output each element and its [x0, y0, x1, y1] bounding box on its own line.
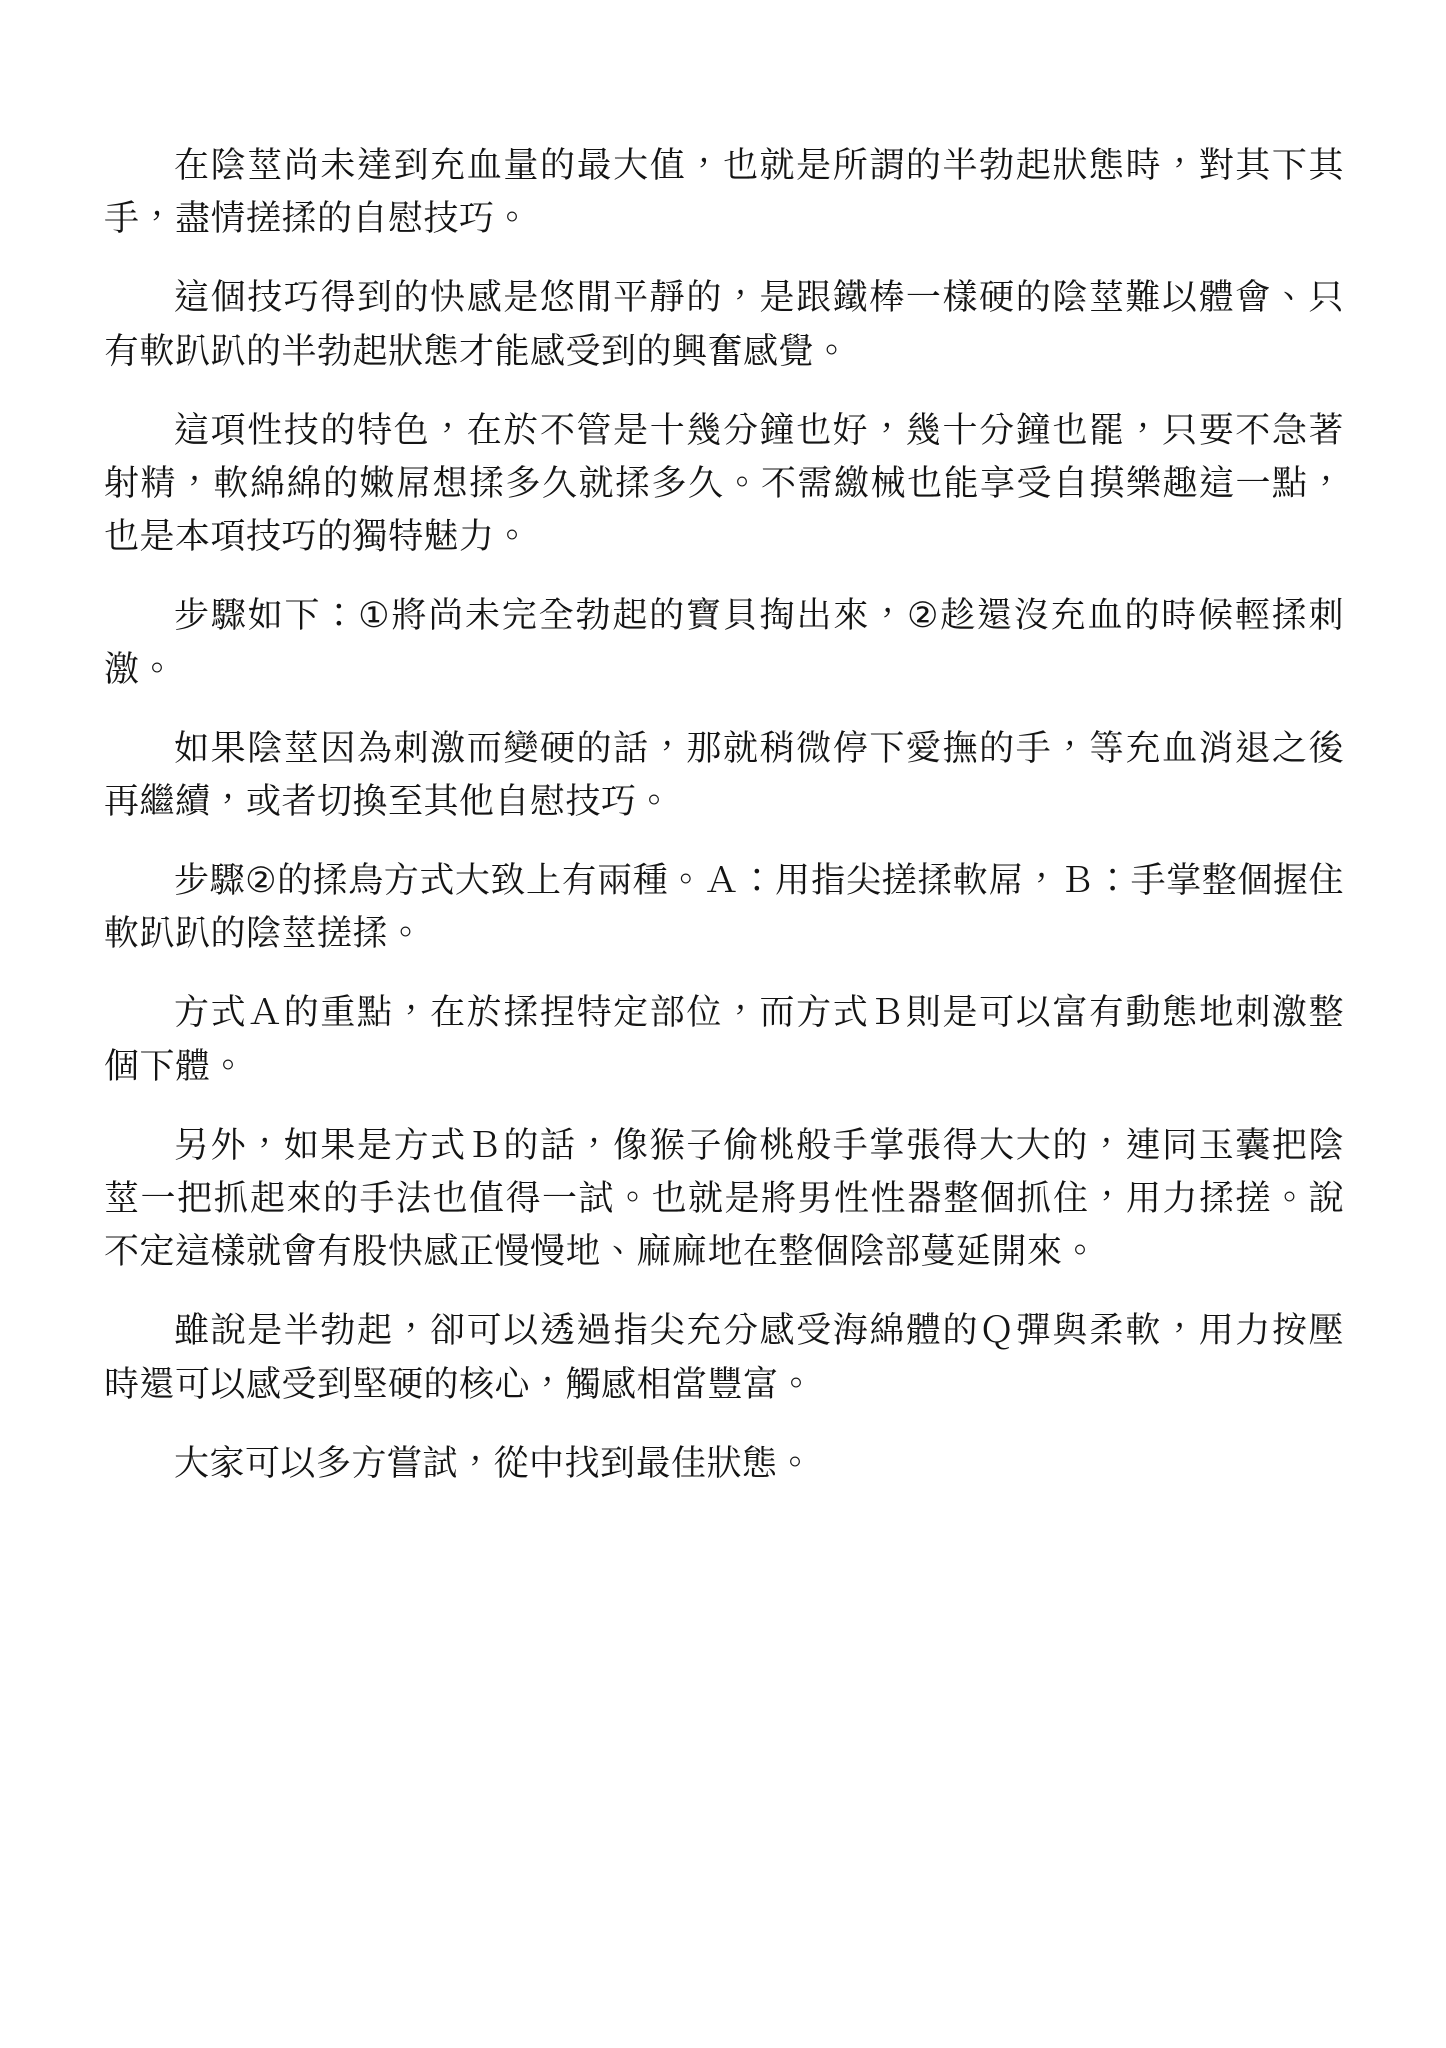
paragraph: 步驟②的揉鳥方式大致上有兩種。Ａ：用指尖搓揉軟屌，Ｂ：手掌整個握住軟趴趴的陰莖搓揉。 [104, 861, 1344, 955]
paragraph: 如果陰莖因為刺激而變硬的話，那就稍微停下愛撫的手，等充血消退之後再繼續，或者切換至其他自慰技巧。 [104, 728, 1344, 822]
document-body [104, 140, 1344, 1491]
paragraph: 方式Ａ的重點，在於揉捏特定部位，而方式Ｂ則是可以富有動態地刺激整個下體。 [104, 993, 1344, 1087]
paragraph: 這個技巧得到的快感是悠閒平靜的，是跟鐵棒一樣硬的陰莖難以體會、只有軟趴趴的半勃起狀態才能感受到的興奮感覺。 [104, 278, 1344, 372]
paragraph: 另外，如果是方式Ｂ的話，像猴子偷桃般手掌張得大大的，連同玉囊把陰莖一把抓起來的手法也值得一試。也就是將男性性器整個抓住，用力揉搓。說不定這樣就會有股快感正慢慢地、麻麻地在整個陰部蔓延開來。 [104, 1125, 1344, 1273]
paragraph: 大家可以多方嘗試，從中找到最佳狀態。 [174, 1443, 814, 1484]
paragraph: 在陰莖尚未達到充血量的最大值，也就是所謂的半勃起狀態時，對其下其手，盡情搓揉的自慰技巧。 [104, 146, 1344, 240]
paragraph: 雖說是半勃起，卻可以透過指尖充分感受海綿體的Ｑ彈與柔軟，用力按壓時還可以感受到堅硬的核心，觸感相當豐富。 [104, 1311, 1344, 1405]
paragraph: 步驟如下：①將尚未完全勃起的寶貝掏出來，②趁還沒充血的時候輕揉刺激。 [104, 596, 1344, 690]
paragraph: 這項性技的特色，在於不管是十幾分鐘也好，幾十分鐘也罷，只要不急著射精，軟綿綿的嫩屌想揉多久就揉多久。不需繳械也能享受自摸樂趣這一點，也是本項技巧的獨特魅力。 [104, 410, 1344, 558]
